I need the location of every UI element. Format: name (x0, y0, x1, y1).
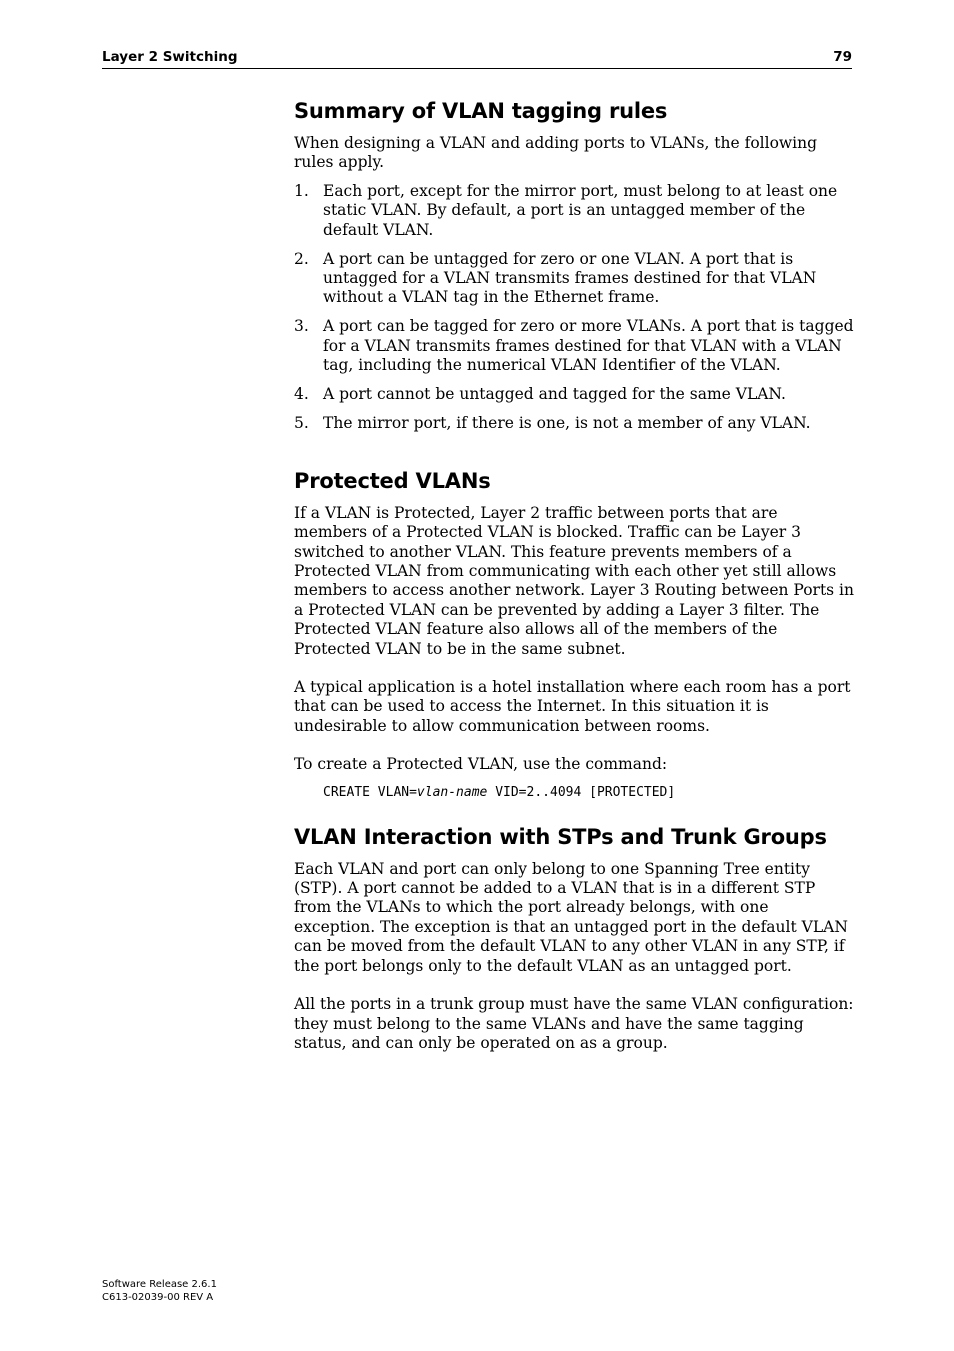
command-parameter: vlan-name (416, 784, 488, 800)
main-content (294, 98, 854, 1072)
list-item (294, 250, 854, 308)
list-item (294, 385, 854, 404)
section-heading-protected: Protected VLANs (294, 468, 491, 493)
list-item (294, 317, 854, 375)
interaction-paragraph-2: All the ports in a trunk group must have the same VLAN configuration: they must belong to the same VLANs and have the same tagging status, and can only be operated on as a group. (294, 995, 854, 1052)
list-text: A port can be untagged for zero or one VLAN. A port that is untagged for a VLAN transmits frames destined for that VLAN without a VLAN tag in the Ethernet frame. (323, 249, 817, 307)
section-heading-summary: Summary of VLAN tagging rules (294, 99, 668, 123)
command-syntax (323, 784, 854, 802)
footer-release: Software Release 2.6.1 (102, 1279, 217, 1290)
list-number: 2. (294, 249, 309, 268)
protected-paragraph-2: A typical application is a hotel installation where each room has a port that can be used to access the Internet. In this situation it is undesirable to allow communication between rooms. (294, 678, 851, 735)
command-prefix: CREATE VLAN= (323, 784, 417, 800)
list-number: 4. (294, 384, 309, 403)
section-spacer (294, 443, 854, 468)
protected-paragraph-1: If a VLAN is Protected, Layer 2 traffic between ports that are members of a Protected VLAN is blocked. Traffic can be Layer 3 switched to another VLAN. This feature prevents members of a Protected VLAN from communicating with each other yet still allows members to access another network. Layer 3 Routing between Ports in a Protected VLAN can be prevented by adding a Layer 3 filter. The Protected VLAN feature also allows all of the members of the Protected VLAN to be in the same subnet. (294, 503, 854, 658)
page-footer (102, 1279, 217, 1304)
list-text: Each port, except for the mirror port, must belong to at least one static VLAN. By default, a port is an untagged member of the default VLAN. (323, 181, 838, 239)
list-number: 3. (294, 317, 309, 336)
footer-docnum: C613-02039-00 REV A (102, 1291, 214, 1303)
summary-intro: When designing a VLAN and adding ports to VLANs, the following rules apply. (294, 134, 818, 172)
section-heading-interaction: VLAN Interaction with STPs and Trunk Groups (294, 824, 827, 849)
list-text: The mirror port, if there is one, is not a member of any VLAN. (323, 413, 811, 432)
protected-paragraph-3: To create a Protected VLAN, use the command: (294, 755, 668, 774)
page-number: 79 (833, 49, 852, 65)
list-item (294, 182, 854, 240)
list-number: 1. (294, 181, 309, 200)
rules-list (294, 182, 854, 433)
list-number: 5. (294, 413, 309, 432)
interaction-paragraph-1: Each VLAN and port can only belong to one Spanning Tree entity (STP). A port cannot be added to a VLAN that is in a different STP from the VLANs to which the port already belongs, with one exception. The exception is that an untagged port in the default VLAN can be moved from the default VLAN to any other VLAN in any STP, if the port belongs only to the default VLAN as an untagged port. (294, 859, 848, 975)
chapter-title: Layer 2 Switching (102, 49, 238, 65)
header-rule (102, 68, 852, 69)
command-suffix: VID=2..4094 [PROTECTED] (487, 784, 676, 800)
section-spacer (294, 802, 854, 824)
list-text: A port cannot be untagged and tagged for the same VLAN. (323, 384, 786, 403)
list-item (294, 414, 854, 433)
list-text: A port can be tagged for zero or more VLANs. A port that is tagged for a VLAN transmits frames destined for that VLAN with a VLAN tag, including the numerical VLAN Identifier of the VLAN. (323, 317, 854, 375)
